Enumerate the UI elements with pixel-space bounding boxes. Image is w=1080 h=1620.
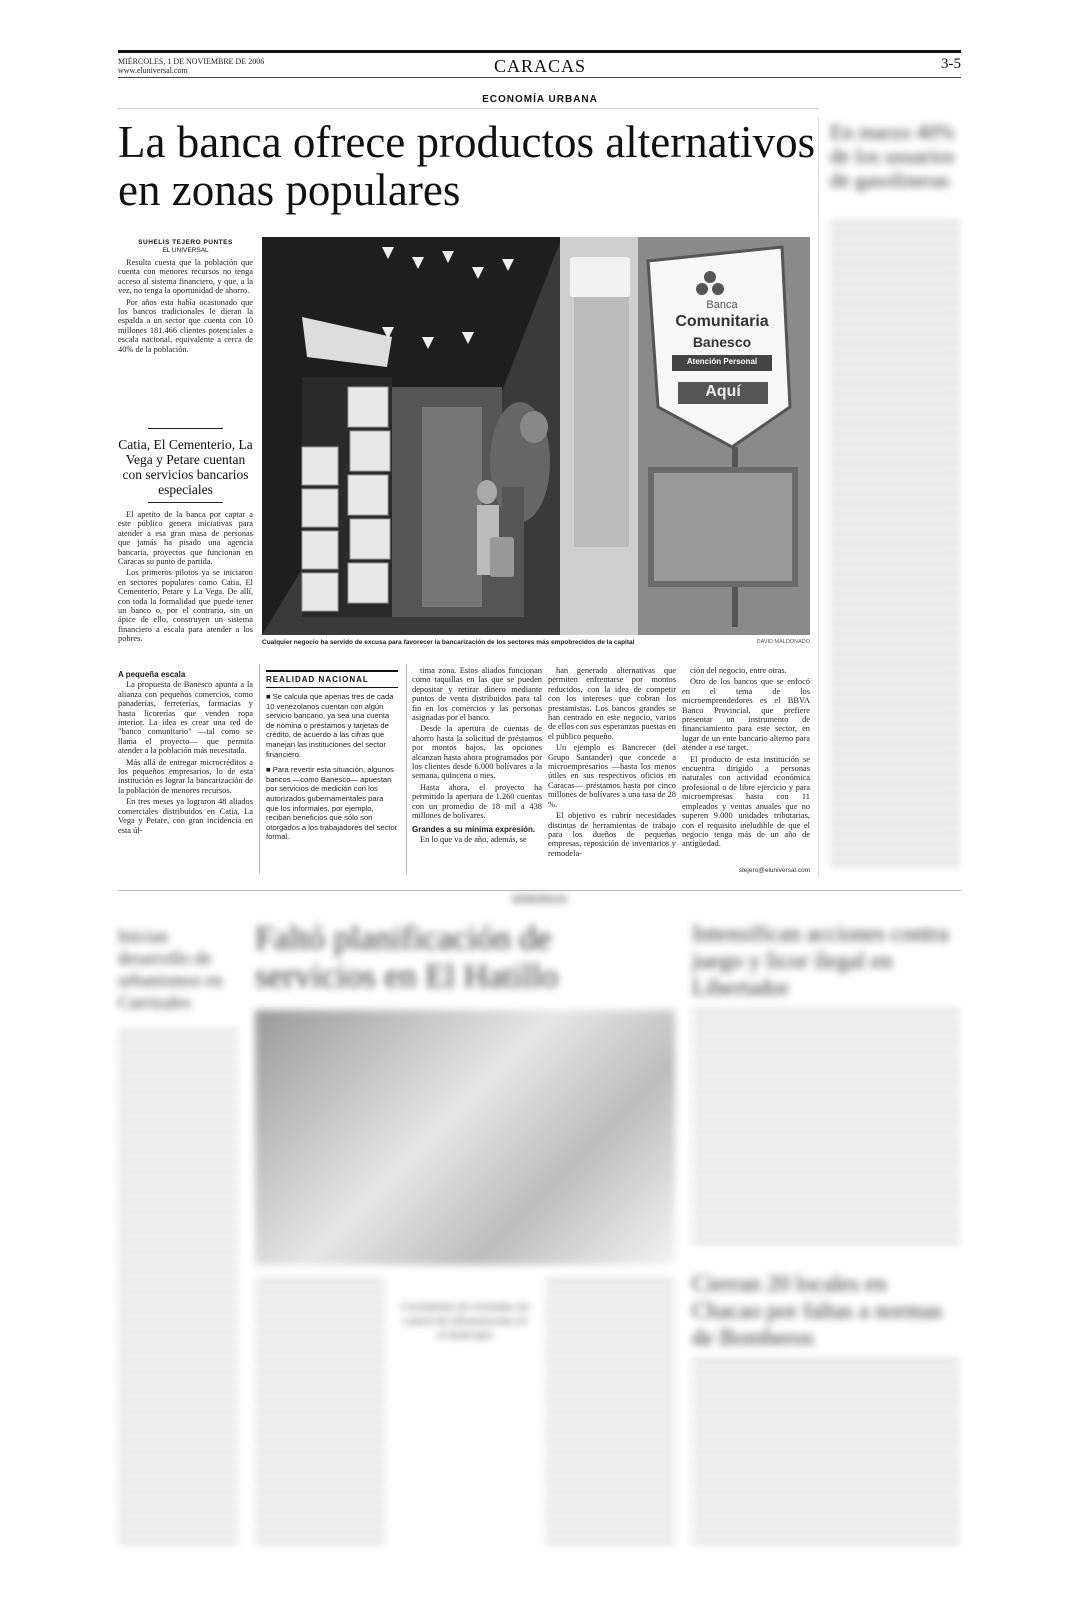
paragraph: ción del negocio, entre otras.	[690, 666, 787, 675]
sidebar-box	[266, 692, 398, 848]
paragraph: El apetito de la banca por captar a este público genera iniciativas para atender a esa gran masa de personas que jamás ha pisado una agencia bancaria, proyectos que funcionan en Caracas su punto de partida.	[118, 510, 253, 567]
sidebar-box-item: ■ Se calcula que apenas tres de cada 10 venezolanos cuentan con algún servicio bancario, ya sea una cuenta de nómina o préstamos y tarjetas de crédito, de acuerdo a las cifras que manejan las instituciones del sector financiero.	[266, 692, 394, 759]
page-number: 3-5	[941, 56, 961, 72]
paragraph: En tres meses ya lograron 48 aliados comerciales distribuidos en Catia, La Vega y Petare, con gran incidencia en esta úl-	[118, 797, 253, 835]
paragraph: El producto de esta institución se encuentra dirigido a personas naturales con actividad económica profesional o de libre ejercicio y para microempresas hasta con 11 empleados y ventas anuales que no superen 9.000 unidades tributarias, con el requisito ineludible de que el negocio tenga más de un año de antigüedad.	[682, 754, 810, 849]
lower-pull-quote: Crecimiento de viviendas sin control de infraestructura en el municipio	[401, 1301, 529, 1341]
author: SUHELIS TEJERO PUNTES	[138, 239, 233, 246]
teaser-divider	[818, 118, 819, 878]
lower-photo	[255, 1010, 675, 1265]
lower-left-text	[118, 1030, 238, 1550]
lower-right-headline-1: Intensifican acciones contra juego y licor ilegal en Libertador	[692, 921, 949, 1000]
paragraph: En lo que va de año, además, se	[420, 834, 527, 844]
sign-line-aqui: Aquí	[705, 383, 741, 400]
section-divider	[118, 108, 818, 109]
section-name: CARACAS	[493, 56, 587, 76]
paragraph: Un ejemplo es Bancrecer (del Grupo Santander) que concede a microempresarios —hasta los menos útiles en sus respectivos oficios en Caracas— préstamos hasta por cinco millones de bolívares a una tasa de 28 %.	[548, 743, 676, 809]
paragraph: Los primeros pilotos ya se iniciaron en sectores populares como Catia, El Cementerio, Petare y La Vega. De allí, con toda la formalidad que puede tener un banco o, por el contrario, sin un ápice de ello, construyen un sistema financiero a escala para atender a los pobres.	[118, 568, 253, 644]
byline	[118, 239, 253, 255]
shop-photo-illustration	[262, 237, 810, 635]
sign-line-atencion: Atención Personal	[686, 357, 758, 366]
paragraph: Hasta ahora, el proyecto ha permitido la apertura de 1.260 cuentas con un promedio de 18 mil a 438 millones de bolívares.	[412, 782, 542, 821]
header-divider	[118, 77, 961, 78]
photo-credit: DAVID MALDONADO	[756, 639, 810, 645]
teaser-text-block	[830, 222, 960, 872]
pull-rule-bottom	[148, 502, 223, 503]
lower-right-text-2	[692, 1360, 960, 1550]
paragraph: Desde la apertura de cuentas de ahorro hasta la solicitud de préstamos por montos bajos, las opciones alcanzan hasta ahora programados por los clientes desde 6.000 bolívares a la semana, quincena o mes.	[412, 724, 542, 781]
lower-main-text	[255, 1280, 385, 1550]
article-photo	[262, 237, 810, 635]
issue-date: MIÉRCOLES, 1 DE NOVIEMBRE DE 2006	[118, 57, 265, 66]
lower-main-headline: Faltó planificación de servicios en El Hatillo	[255, 920, 559, 995]
paragraph: Otro de los bancos que se enfocó en el tema de los microemprendedores es el BBVA Banco Provincial, que prefiere presentar un instrumento de financiamiento para este sector, en lugar de un ente bancario alterno para atender a ese target.	[682, 677, 810, 753]
lower-right-text-1	[692, 1010, 960, 1245]
teaser-headline: En marzo 40% de los usuarios de gasolineras	[830, 120, 955, 192]
sidebar-box-title: REALIDAD NACIONAL	[266, 670, 398, 688]
paragraph: El objetivo es cubrir necesidades distintas de herramientas de trabajo para los dueños de pequeñas empresas, reposición de inventarios y remodela-	[548, 811, 676, 858]
column-fourth	[548, 666, 676, 860]
column-left	[118, 510, 253, 646]
publication: EL UNIVERSAL	[162, 247, 209, 254]
paragraph: Más allá de entregar microcréditos a los pequeños empresarios, lo de esta institución es lograr la bancarización de la población de menores recursos.	[118, 757, 253, 795]
lower-right-headline-2: Cierran 20 locales en Chacao por faltas a normas de Bomberos	[692, 1271, 943, 1350]
column-rule	[406, 664, 407, 874]
subhead: A pequeña escala	[118, 670, 186, 679]
pull-quote: Catia, El Cementerio, La Vega y Petare cuentan con servicios bancarios especiales	[118, 437, 253, 497]
column-left-lower	[118, 666, 253, 837]
top-rule	[118, 50, 961, 53]
website[interactable]: www.eluniversal.com	[118, 66, 188, 75]
paragraph: La propuesta de Banesco apunta a la alianza con pequeños comercios, como panaderías, ferreterías, farmacias y hasta licorerías que venden ropa interior. La idea es crear una red de "banco comunitario" —tal como se llama el proyecto— que permita atender a la población más necesitada.	[118, 680, 253, 756]
pull-rule-top	[148, 428, 223, 429]
lower-divider	[118, 890, 961, 891]
lower-left-headline: Inician desarrollo de urbanismos en Carrizales	[118, 926, 223, 1012]
headline: La banca ofrece productos alternativos en zonas populares	[118, 117, 816, 215]
section-label: ECONOMÍA URBANA	[482, 94, 598, 105]
paragraph: tima zona. Estos aliados funcionan como taquillas en las que se pueden depositar y retirar dinero mediante puntos de venta distribuidos para tal fin en los comercios y las personas asignadas por el banco.	[412, 666, 542, 723]
paragraph: han generado alternativas que permiten enfrentarse por montos reducidos, con la idea de competir con los intereses que cobran los prestamistas. Los bancos grandes se han centrado en este negocio, varios de ellos con sus esperanzas puestas en el público pequeño.	[548, 666, 676, 741]
paragraph: Por años esta había ocasionado que los bancos tradicionales le dieran la espalda a un sector que cuenta con 10 millones 181.466 clientes potenciales a escala nacional, equivalente a cerca de 40% de la población.	[118, 297, 253, 354]
sign-line-comunitaria: Comunitaria	[675, 313, 769, 330]
column-fifth	[682, 666, 810, 851]
sign-line-banesco: Banesco	[692, 334, 752, 350]
author-email[interactable]: stejero@eluniversal.com	[738, 867, 810, 874]
lower-main-text-2	[545, 1280, 675, 1550]
sign-line-banca: Banca	[706, 299, 738, 311]
subhead: Grandes a su mínima expresión.	[412, 824, 536, 834]
paragraph: Resulta cuesta que la población que cuenta con menores recursos no tenga acceso al sistema financiero, y que, a la vez, no tenga la oportunidad de ahorro.	[118, 258, 253, 296]
lower-section-label: MUNICIPALES	[512, 895, 568, 904]
date-line	[118, 57, 264, 75]
column-intro	[118, 258, 253, 356]
sidebar-box-item: ■ Para revertir esta situación, algunos bancos —como Banesco— apuestan por servicios de medición con los autorizados gubernamentales para que los informales, por ejemplo, reciban beneficios que sólo son otorgados a los trabajadores del sector formal.	[266, 765, 398, 842]
column-middle	[412, 666, 542, 846]
column-rule	[259, 664, 260, 874]
photo-caption: Cualquier negocio ha servido de excusa para favorecer la bancarización de los sectores más empobrecidos de la capital	[262, 639, 635, 646]
